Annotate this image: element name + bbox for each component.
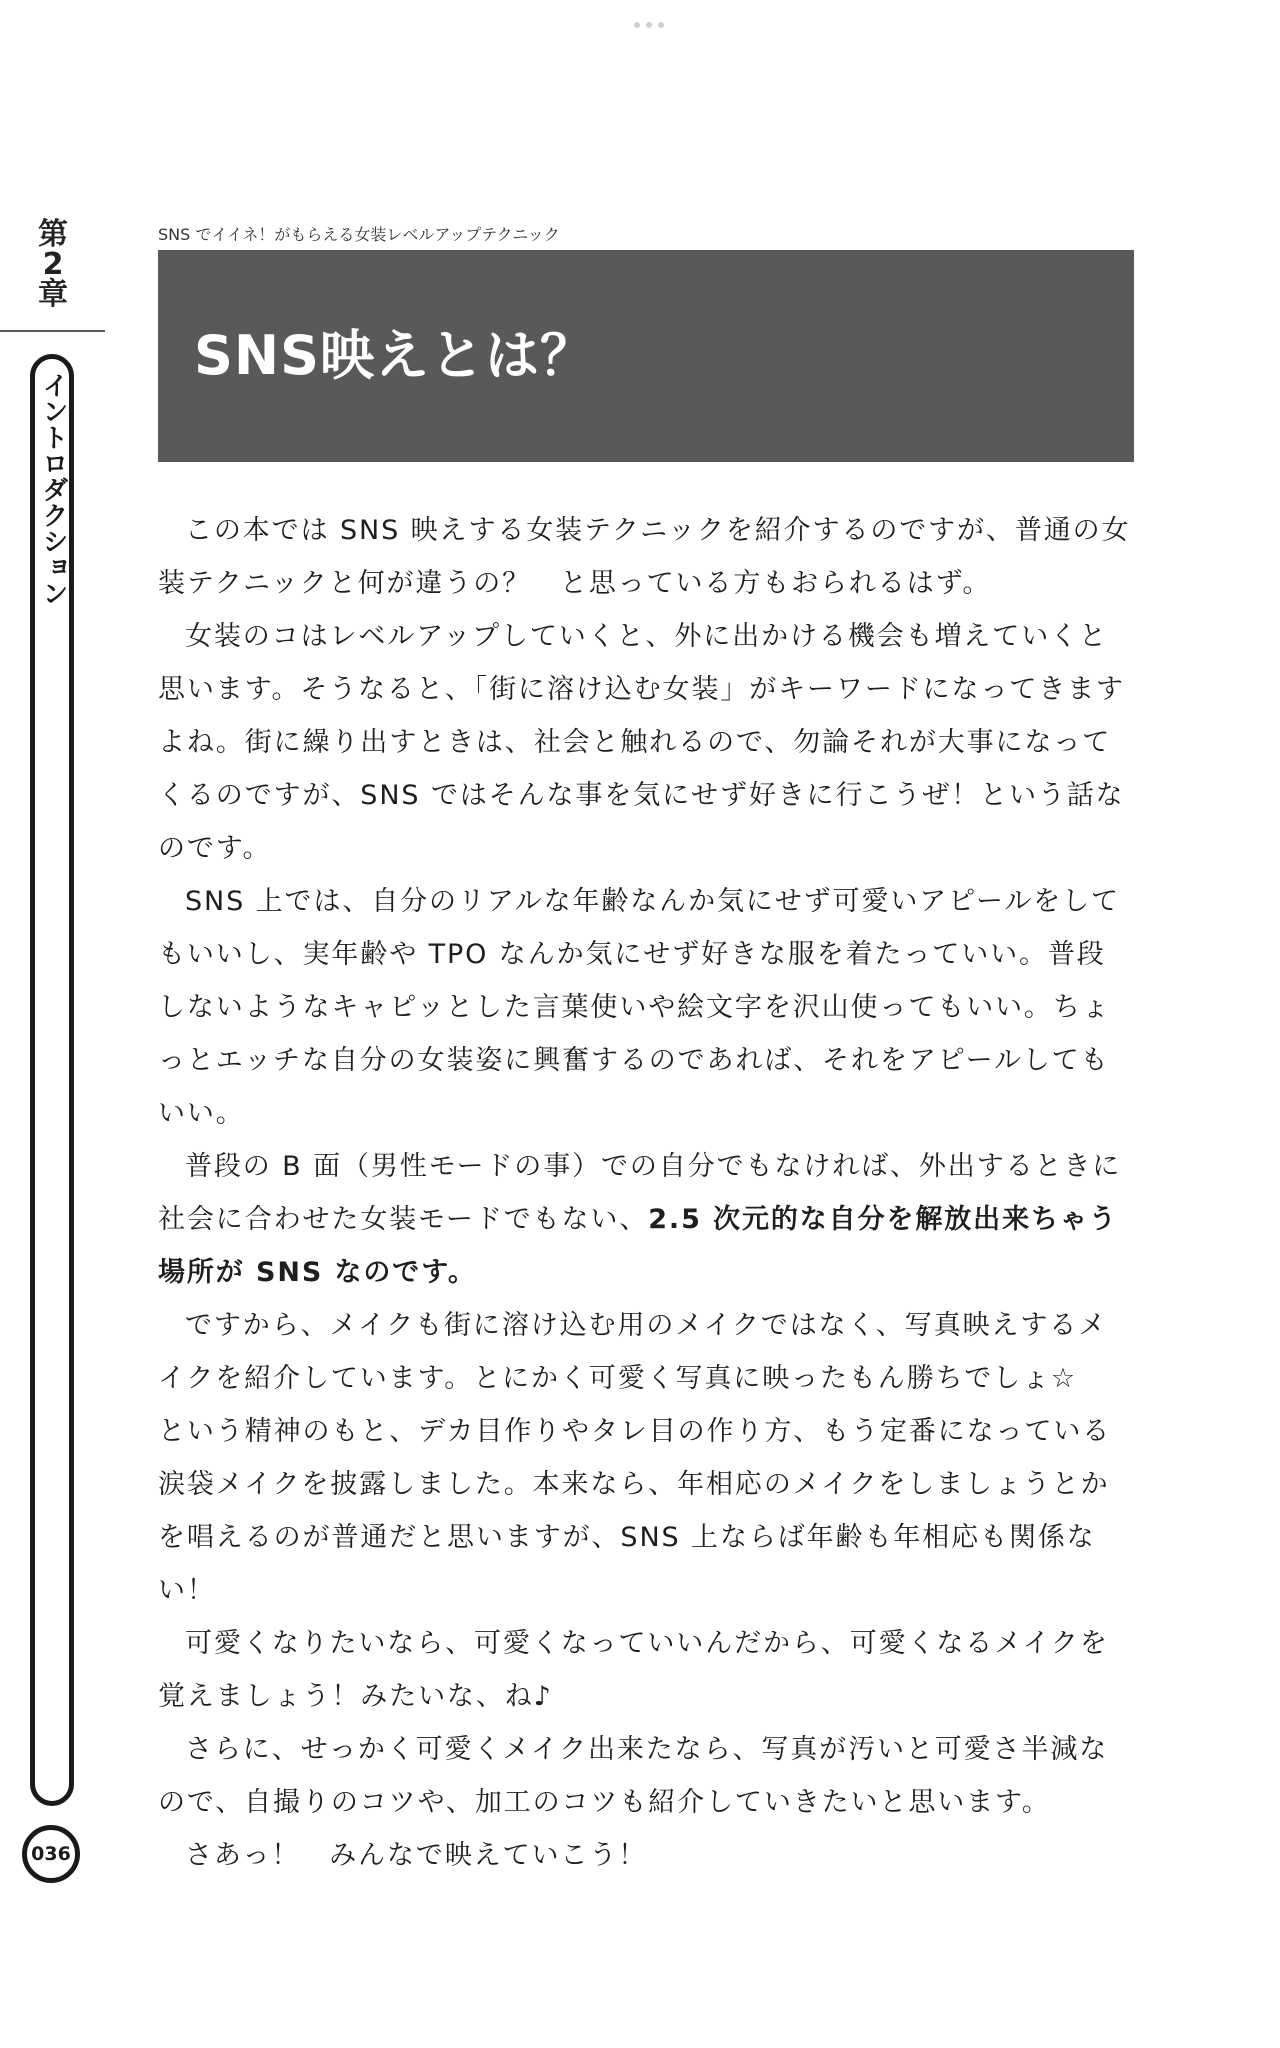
dot (658, 22, 664, 28)
paragraph-text: 普段の B 面（男性モードの事）での自分でもなければ、外出するときに社会に合わせた女装モードでもない、 (158, 1151, 1122, 1235)
paragraph: 可愛くなりたいなら、可愛くなっていいんだから、可愛くなるメイクを覚えましょう！みたいな、ね♪ (158, 1628, 1109, 1712)
dot (646, 22, 652, 28)
section-tab-label: イントロダクション (38, 372, 68, 606)
paragraph: さあっ！ みんなで映えていこう！ (185, 1840, 648, 1871)
paragraph: ですから、メイクも街に溶け込む用のメイクではなく、写真映えするメイクを紹介しています。とにかく可愛く写真に映ったもん勝ちでしょ☆ という精神のもと、デカ目作りやタレ目の作り方、もう定番になっている涙袋メイクを披露しました。本来なら、年相応のメイクをしましょうとかを唱えるのが普通だと思いますが、SNS 上ならば年齢も年相応も関係ない！ (158, 1310, 1112, 1606)
paragraph (158, 1140, 1134, 1299)
chapter-divider (0, 330, 105, 332)
article-body (158, 504, 1134, 1882)
emphasis-text: 2.5 次元的な自分を解放出来ちゃう場所が SNS なのです。 (158, 1204, 1118, 1288)
running-header: SNS でイイネ！がもらえる女装レベルアップテクニック (158, 225, 560, 244)
chapter-mark (36, 217, 70, 312)
chapter-mark-char: 章 (38, 277, 68, 312)
chapter-mark-char: 第 (38, 217, 68, 252)
paragraph: さらに、せっかく可愛くメイク出来たなら、写真が汚いと可愛さ半減なので、自撮りのコツや、加工のコツも紹介していきたいと思います。 (158, 1734, 1109, 1818)
more-dots-icon[interactable] (634, 22, 664, 28)
paragraph: SNS 上では、自分のリアルな年齢なんか気にせず可愛いアピールをしてもいいし、実年齢や TPO なんか気にせず好きな服を着たっていい。普段しないようなキャピッとした言葉使いや絵文字を沢山使ってもいい。ちょっとエッチな自分の女装姿に興奮するのであれば、それをアピールしてもいい。 (158, 886, 1120, 1129)
paragraph: この本では SNS 映えする女装テクニックを紹介するのですが、普通の女装テクニックと何が違うの？ と思っている方もおられるはず。 (158, 515, 1131, 599)
paragraph: 女装のコはレベルアップしていくと、外に出かける機会も増えていくと思います。そうなると、「街に溶け込む女装」がキーワードになってきますよね。街に繰り出すときは、社会と触れるので、勿論それが大事になってくるのですが、SNS ではそんな事を気にせず好きに行こうぜ！という話なのです。 (158, 621, 1125, 864)
page-number: 036 (22, 1825, 80, 1883)
dot (634, 22, 640, 28)
chapter-mark-char: 2 (42, 247, 64, 282)
title-banner (158, 250, 1134, 462)
page-title: SNS映えとは？ (194, 323, 595, 387)
